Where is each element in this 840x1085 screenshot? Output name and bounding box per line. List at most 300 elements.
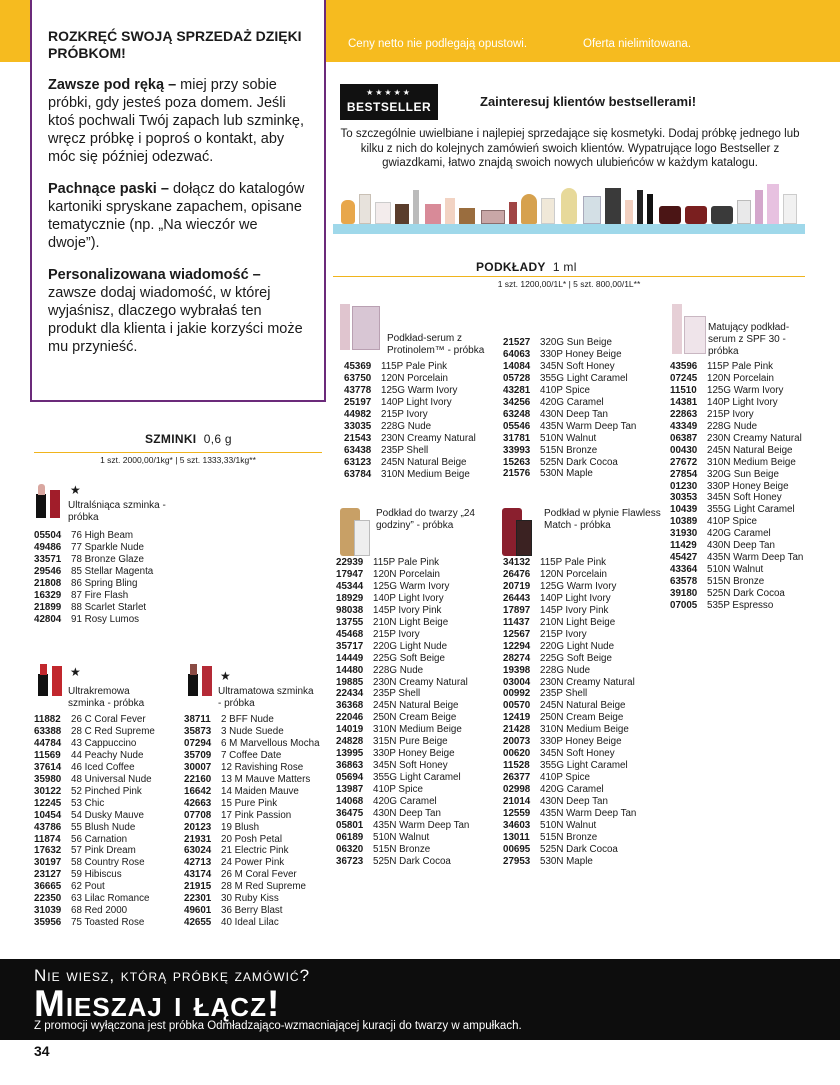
list-item [344, 373, 476, 385]
shade-name: 14 Maiden Mauve [221, 785, 299, 797]
product-code: 43778 [344, 384, 372, 396]
product-code: 43364 [670, 564, 698, 576]
shade-name: 235P Shell [540, 688, 588, 700]
product-code: 05801 [336, 819, 364, 831]
shade-name: 515N Bronze [707, 576, 765, 588]
list-item [184, 845, 320, 857]
list-item [503, 373, 636, 385]
shade-name: 245N Natural Beige [540, 700, 626, 712]
list-item [503, 337, 636, 349]
list-item [503, 641, 636, 653]
product-code: 07294 [184, 737, 212, 749]
list-item [34, 530, 153, 542]
product-code: 00430 [670, 444, 698, 456]
list-item [670, 385, 803, 397]
lipstick-case [50, 490, 60, 518]
tips-heading: ROZKRĘĆ SWOJĄ SPRZEDAŻ DZIĘKI PRÓBKOM! [48, 28, 302, 61]
perfume-bottle-icon [375, 202, 391, 224]
shade-name: 140P Light Ivory [540, 592, 611, 604]
list-item [670, 361, 803, 373]
list-item [336, 605, 469, 617]
shade-name: 6 M Marvellous Mocha [221, 737, 320, 749]
product-code: 34603 [503, 819, 531, 831]
lipstick-product-image [186, 656, 216, 700]
product-code: 26443 [503, 592, 531, 604]
shade-name: 515N Bronze [373, 843, 431, 855]
shade-name: 7 Coffee Date [221, 749, 282, 761]
list-item [184, 774, 320, 786]
product-code: 24828 [336, 736, 364, 748]
list-item [184, 869, 320, 881]
product-code: 12559 [503, 808, 531, 820]
list-item [344, 469, 476, 481]
product-code: 38711 [184, 714, 211, 725]
tip-title: Personalizowana wiadomość – [48, 267, 261, 283]
shade-name: 525N Dark Cocoa [540, 843, 618, 855]
product-code: 43281 [503, 384, 531, 396]
shade-name: 120N Porcelain [381, 372, 448, 384]
list-item [184, 762, 320, 774]
flawless-list [503, 557, 636, 868]
product-code: 34132 [503, 557, 531, 568]
product-code: 64063 [503, 348, 531, 360]
list-item [34, 845, 155, 857]
shade-name: 430N Deep Tan [373, 808, 441, 820]
lipstick-icon [509, 202, 517, 224]
product-name: Podkład do twarzy „24 godziny” - próbka [376, 508, 475, 531]
list-item [670, 600, 803, 612]
shade-name: 19 Blush [221, 821, 260, 833]
product-code: 35980 [34, 773, 62, 785]
list-item [184, 893, 320, 905]
shade-name: 420G Caramel [540, 396, 604, 408]
list-item [336, 736, 469, 748]
ultralsniaca-list [34, 530, 153, 626]
list-item [670, 421, 803, 433]
shade-name: 515N Bronze [540, 831, 598, 843]
list-item [336, 677, 469, 689]
product-code: 12294 [503, 640, 531, 652]
list-item [184, 822, 320, 834]
shade-name: 43 Cappuccino [71, 737, 137, 749]
list-item [34, 774, 155, 786]
product-code: 63024 [184, 845, 212, 857]
list-item [670, 540, 803, 552]
shade-name: 228G Nude [373, 664, 424, 676]
matowa-list [184, 714, 320, 929]
product-code: 17947 [336, 568, 364, 580]
product-name: Ultramatowa szminka - próbka [218, 686, 314, 709]
product-code: 33993 [503, 444, 531, 456]
shade-name: 26 C Coral Fever [71, 714, 146, 725]
list-item [336, 593, 469, 605]
cream-tube-icon [737, 200, 751, 224]
product-code: 36475 [336, 808, 364, 820]
shade-name: 345N Soft Honey [707, 492, 782, 504]
list-item [670, 504, 803, 516]
product-code: 34256 [503, 396, 531, 408]
list-item [503, 433, 636, 445]
product-code: 25197 [344, 396, 372, 408]
lipstick-bullet [190, 664, 197, 675]
shade-name: 78 Bronze Glaze [71, 553, 144, 565]
shade-name: 230N Creamy Natural [381, 432, 476, 444]
shade-name: 85 Stellar Magenta [71, 565, 154, 577]
product-code: 00620 [503, 748, 531, 760]
product-code: 63784 [344, 468, 372, 480]
list-item [503, 748, 636, 760]
matujacy-list [670, 361, 803, 612]
cosmetic-jar-icon [459, 208, 475, 224]
perfume-bottle-icon [561, 188, 577, 224]
shade-name: 2 BFF Nude [221, 714, 274, 725]
shade-name: 86 Spring Bling [71, 577, 138, 589]
list-item [670, 576, 803, 588]
shade-name: 20 Posh Petal [221, 833, 283, 845]
list-item [336, 688, 469, 700]
product-code: 06320 [336, 843, 364, 855]
shade-name: 355G Light Caramel [373, 772, 461, 784]
product-code: 22350 [34, 893, 62, 905]
shade-name: 230N Creamy Natural [707, 432, 802, 444]
product-code: 20719 [503, 580, 531, 592]
list-item [503, 784, 636, 796]
list-item [503, 712, 636, 724]
foundations-unit-price: 1 szt. 1200,00/1L* | 5 szt. 800,00/1L** [333, 276, 805, 290]
product-code: 05694 [336, 772, 364, 784]
list-item [34, 542, 153, 554]
perfume-bottle-icon [521, 194, 537, 224]
list-item [344, 457, 476, 469]
list-item [336, 629, 469, 641]
product-code: 02998 [503, 784, 531, 796]
shade-name: 230N Creamy Natural [373, 676, 468, 688]
list-item [670, 564, 803, 576]
list-item [34, 714, 155, 726]
product-code: 21014 [503, 796, 531, 808]
product-code: 19398 [503, 664, 531, 676]
foundation-product-image [672, 304, 708, 356]
list-item [503, 629, 636, 641]
product-code: 22863 [670, 408, 698, 420]
footer-question: Nie wiesz, którą próbkę zamówić? [34, 966, 311, 985]
list-item [336, 581, 469, 593]
shade-name: 525N Dark Cocoa [540, 456, 618, 468]
list-item [34, 869, 155, 881]
list-item [34, 834, 155, 846]
shade-name: 330P Honey Beige [707, 480, 789, 492]
list-item [670, 516, 803, 528]
lipstick-case [36, 494, 46, 518]
list-item [336, 653, 469, 665]
shade-name: 140P Light Ivory [373, 592, 444, 604]
shade-name: 15 Pure Pink [221, 797, 278, 809]
list-item [503, 457, 636, 469]
list-item [34, 554, 153, 566]
list-item [503, 593, 636, 605]
product-code: 30197 [34, 857, 62, 869]
lipstick-product-image [34, 480, 64, 522]
list-item [503, 700, 636, 712]
product-code: 36863 [336, 760, 364, 772]
product-code: 16642 [184, 785, 212, 797]
list-item [34, 893, 155, 905]
list-item [336, 724, 469, 736]
shade-name: 120N Porcelain [540, 568, 607, 580]
shelf-plank [333, 224, 805, 234]
bestseller-label: BESTSELLER [346, 100, 432, 114]
list-item [184, 738, 320, 750]
shade-name: 53 Chic [71, 797, 105, 809]
product-code: 36723 [336, 855, 364, 867]
product-code: 27953 [503, 855, 531, 867]
list-item [344, 397, 476, 409]
product-code: 10389 [670, 516, 698, 528]
list-item [184, 750, 320, 762]
shade-name: 250N Cream Beige [540, 712, 624, 724]
product-code: 42713 [184, 857, 212, 869]
shade-name: 88 Scarlet Starlet [71, 601, 147, 613]
product-code: 27672 [670, 456, 698, 468]
product-name: Podkład w płynie Flawless Match - próbka [544, 508, 661, 531]
product-code: 44982 [344, 408, 372, 420]
product-code: 21899 [34, 601, 62, 613]
shade-name: 210N Light Beige [373, 616, 449, 628]
list-item [34, 786, 155, 798]
list-item [670, 481, 803, 493]
palette-icon [481, 210, 505, 224]
shade-name: 510N Walnut [373, 831, 430, 843]
shade-name: 345N Soft Honey [373, 760, 448, 772]
list-item [184, 881, 320, 893]
product-code: 19885 [336, 676, 364, 688]
product-name: Podkład-serum z Protinolem™ - próbka [387, 333, 485, 356]
shade-name: 87 Fire Flash [71, 589, 129, 601]
shade-name: 125G Warm Ivory [540, 580, 617, 592]
shade-name: 125G Warm Ivory [707, 384, 784, 396]
product-code: 14480 [336, 664, 364, 676]
list-item [503, 772, 636, 784]
section-name: SZMINKI [145, 432, 197, 446]
cosmetic-jar-icon [685, 206, 707, 224]
bestseller-badge [340, 84, 438, 120]
product-code: 30007 [184, 761, 212, 773]
list-item [34, 822, 155, 834]
shade-name: 330P Honey Beige [540, 736, 622, 748]
product-code: 10439 [670, 504, 698, 516]
shade-name: 58 Country Rose [71, 857, 145, 869]
product-code: 18929 [336, 592, 364, 604]
shade-name: 330P Honey Beige [373, 748, 455, 760]
shade-name: 120N Porcelain [373, 568, 440, 580]
shade-name: 120N Porcelain [707, 372, 774, 384]
list-item [34, 602, 153, 614]
shade-name: 17 Pink Passion [221, 809, 292, 821]
product-code: 63388 [34, 725, 62, 737]
list-item [503, 820, 636, 832]
bestseller-star-icon: ★ [220, 669, 231, 683]
shade-name: 345N Soft Honey [540, 748, 615, 760]
shade-name: 430N Deep Tan [540, 796, 608, 808]
list-item [336, 748, 469, 760]
list-item [34, 614, 153, 626]
lipsticks-section-title [145, 432, 232, 446]
shade-name: 430N Deep Tan [707, 540, 775, 552]
lipstick-case [38, 674, 48, 696]
tip-text: miej przy sobie próbki, gdy jesteś poza domem. Jeśli ktoś pochwali Twój zapach lub szminkę, wręcz próbkę i poproś o kontakt, aby móc się później odezwać. [48, 77, 305, 165]
list-item [503, 832, 636, 844]
shade-name: 145P Ivory Pink [373, 604, 442, 616]
product-code: 45369 [344, 361, 372, 372]
list-item [336, 844, 469, 856]
shade-name: 230N Creamy Natural [540, 676, 635, 688]
product-code: 00570 [503, 700, 531, 712]
product-code: 42804 [34, 613, 62, 625]
shade-name: 235P Shell [381, 444, 429, 456]
shade-name: 36 Berry Blast [221, 905, 283, 917]
lipstick-kremowa-heading [70, 666, 81, 678]
tip-item [48, 180, 308, 252]
product-code: 23127 [34, 869, 62, 881]
section-size: 1 ml [552, 260, 577, 274]
product-code: 14381 [670, 396, 698, 408]
shade-name: 320G Sun Beige [540, 337, 612, 348]
shade-name: 21 Electric Pink [221, 845, 289, 857]
shade-name: 410P Spice [540, 384, 590, 396]
shade-name: 215P Ivory [381, 408, 428, 420]
shade-name: 28 C Red Supreme [71, 725, 155, 737]
shade-name: 345N Soft Honey [540, 360, 615, 372]
product-code: 20123 [184, 821, 212, 833]
lipstick-bullet [38, 484, 45, 495]
product-code: 45468 [336, 628, 364, 640]
list-item [184, 810, 320, 822]
list-item [670, 445, 803, 457]
lipstick-case [52, 666, 62, 696]
shade-name: 46 Iced Coffee [71, 761, 135, 773]
shade-name: 245N Natural Beige [373, 700, 459, 712]
list-item [184, 798, 320, 810]
star-icon: ★★★★★ [366, 88, 412, 97]
list-item [503, 796, 636, 808]
product-code: 11528 [503, 760, 530, 772]
sample-sachet [354, 520, 370, 556]
product-code: 39180 [670, 588, 698, 600]
list-item [670, 433, 803, 445]
product-code: 26377 [503, 772, 531, 784]
product-code: 35717 [336, 640, 364, 652]
shade-name: 320G Sun Beige [707, 468, 779, 480]
shade-name: 140P Light Ivory [381, 396, 452, 408]
list-item [344, 421, 476, 433]
shade-name: 225G Soft Beige [373, 652, 445, 664]
shade-name: 52 Pinched Pink [71, 785, 142, 797]
product-code: 63578 [670, 576, 698, 588]
product-code: 31781 [503, 432, 531, 444]
list-item [503, 736, 636, 748]
lipstick-matowa-heading [220, 670, 231, 682]
list-item [336, 784, 469, 796]
shade-name: 525N Dark Cocoa [707, 588, 785, 600]
list-item [503, 605, 636, 617]
lipstick-bullet [40, 664, 47, 675]
product-code: 12567 [503, 628, 531, 640]
shade-name: 48 Universal Nude [71, 773, 152, 785]
product-code: 13755 [336, 616, 364, 628]
serum-bottle-icon [625, 200, 633, 224]
product-code: 05504 [34, 530, 62, 541]
list-item [503, 760, 636, 772]
serum-bottle-icon [445, 198, 455, 224]
list-item [503, 844, 636, 856]
list-item [503, 569, 636, 581]
list-item [503, 409, 636, 421]
perfume-bottle-icon [583, 196, 601, 224]
product-code: 43349 [670, 420, 698, 432]
product-code: 43786 [34, 821, 62, 833]
shade-name: 420G Caramel [540, 784, 604, 796]
shade-name: 59 Hibiscus [71, 869, 122, 881]
list-item [184, 714, 320, 726]
tip-item [48, 76, 308, 166]
product-code: 07005 [670, 600, 698, 612]
product-code: 30122 [34, 785, 62, 797]
page-number: 34 [34, 1043, 50, 1059]
product-code: 27854 [670, 468, 698, 480]
shade-name: 3 Nude Suede [221, 725, 284, 737]
shade-name: 215P Ivory [373, 628, 420, 640]
cosmetic-jar-icon [711, 206, 733, 224]
product-code: 07708 [184, 809, 212, 821]
product-code: 15263 [503, 456, 531, 468]
sales-tips-box [30, 0, 326, 402]
product-code: 21527 [503, 337, 531, 348]
shade-name: 410P Spice [707, 516, 757, 528]
product-code: 21576 [503, 468, 531, 480]
product-code: 26476 [503, 568, 531, 580]
bestseller-description: To szczególnie uwielbiane i najlepiej sprzedające się kosmetyki. Dodaj próbkę jednego lub kilku z nich do kolejnych zamówień swoich klientów. Wypatrujące logo Bestseller z gwiazdkami, łatwo znajdą swoich nowych ulubieńców w każdym katalogu. [340, 128, 800, 169]
shade-name: 245N Natural Beige [707, 444, 793, 456]
shade-name: 510N Walnut [540, 819, 597, 831]
product-name: Ultralśniąca szminka - próbka [68, 500, 166, 523]
product-code: 03004 [503, 676, 531, 688]
bestseller-star-icon: ★ [70, 483, 81, 497]
product-code: 31039 [34, 905, 62, 917]
list-item [336, 712, 469, 724]
shade-name: 245N Natural Beige [381, 456, 467, 468]
mascara-icon [413, 190, 419, 224]
product-code: 10454 [34, 809, 62, 821]
list-item [34, 726, 155, 738]
shade-name: 54 Dusky Mauve [71, 809, 144, 821]
eyeliner-icon [647, 194, 653, 224]
list-item [670, 492, 803, 504]
product-code: 22160 [184, 773, 212, 785]
shade-name: 44 Peachy Nude [71, 749, 144, 761]
section-size: 0,6 g [203, 432, 232, 446]
perfume-bottle-icon [395, 204, 409, 224]
shade-name: 115P Pale Pink [707, 361, 774, 372]
list-item [34, 917, 155, 929]
list-item [336, 569, 469, 581]
product-name: Matujący podkład-serum z SPF 30 - próbka [708, 322, 790, 357]
product-code: 20073 [503, 736, 531, 748]
list-item [184, 857, 320, 869]
footer-slogan: Mieszaj i łącz! [34, 983, 281, 1024]
product-code: 37614 [34, 761, 62, 773]
product-code: 13011 [503, 831, 530, 843]
list-item [503, 557, 636, 569]
